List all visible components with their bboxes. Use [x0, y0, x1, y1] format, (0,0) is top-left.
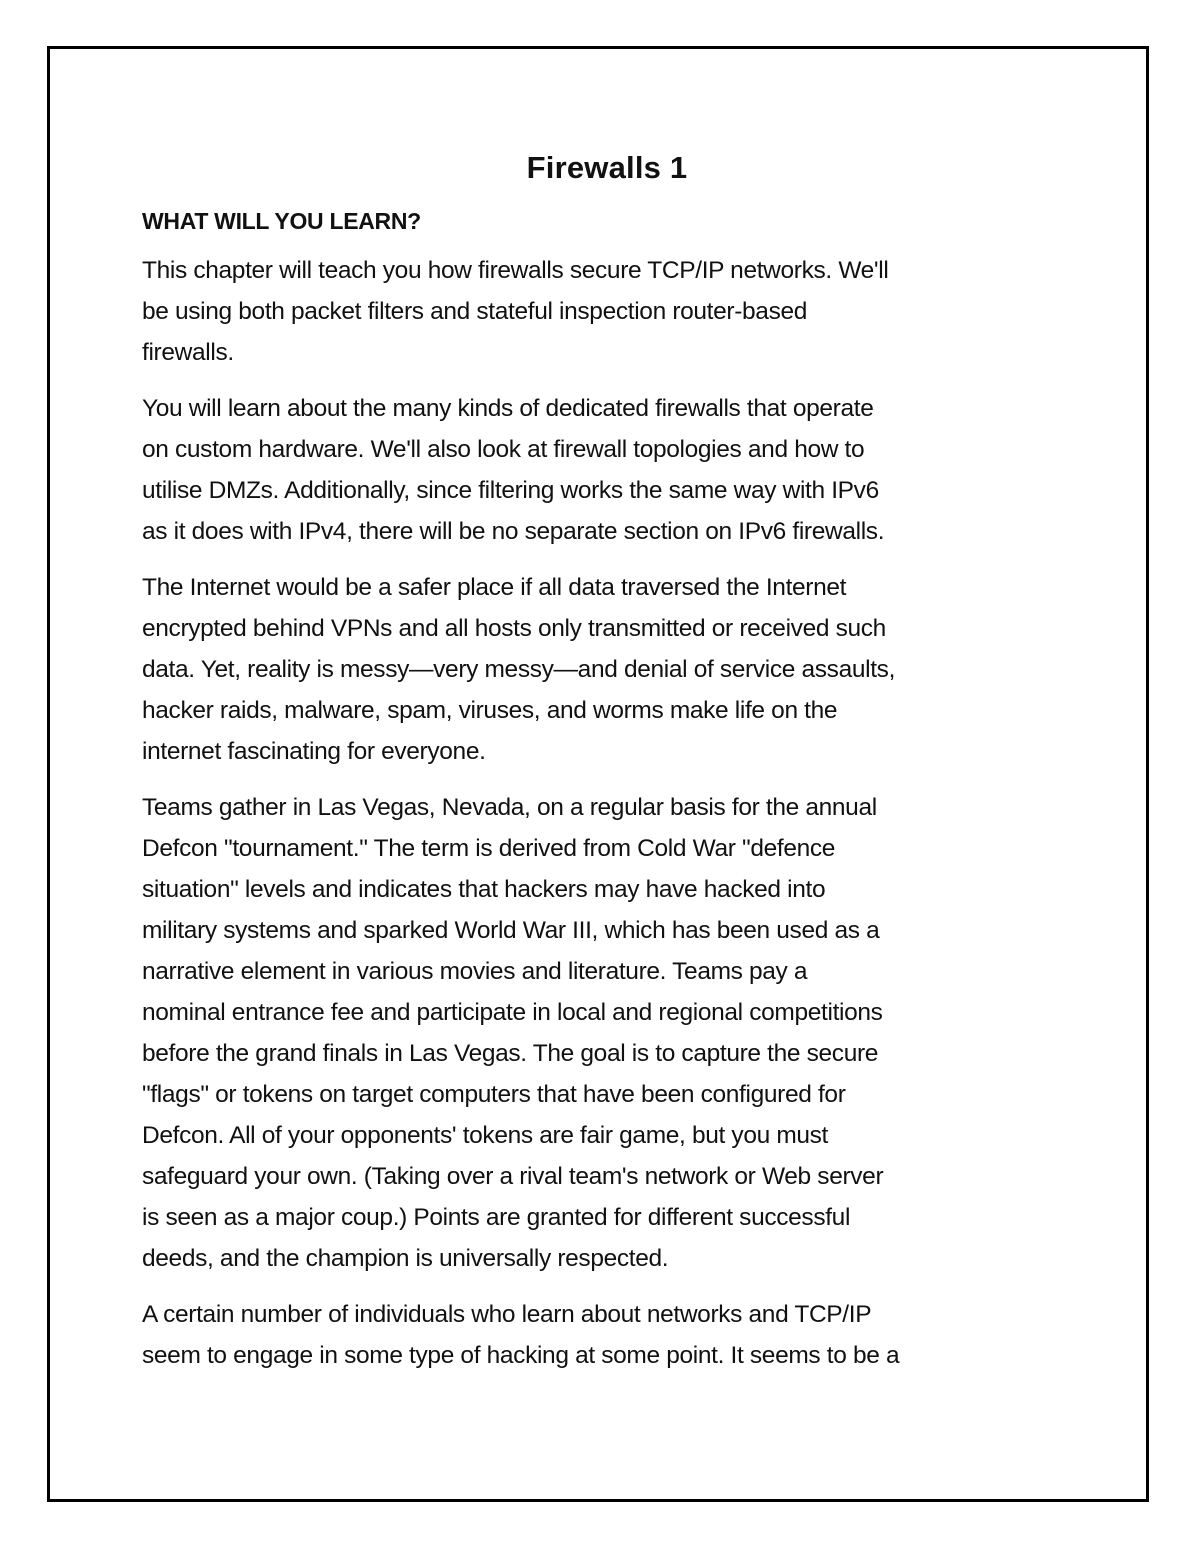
- section-heading: WHAT WILL YOU LEARN?: [142, 208, 421, 234]
- text-line: be using both packet filters and stateful inspection router-based: [142, 298, 808, 325]
- text-line: Teams gather in Las Vegas, Nevada, on a regular basis for the annual: [142, 794, 877, 821]
- text-line: as it does with IPv4, there will be no separate section on IPv6 firewalls.: [142, 518, 885, 545]
- text-line: You will learn about the many kinds of dedicated firewalls that operate: [142, 395, 874, 422]
- text-line: military systems and sparked World War III, which has been used as a: [142, 917, 880, 944]
- paragraph: [142, 388, 1072, 552]
- text-line: is seen as a major coup.) Points are granted for different successful: [142, 1204, 851, 1231]
- text-line: seem to engage in some type of hacking at some point. It seems to be a: [142, 1342, 900, 1369]
- text-line: "flags" or tokens on target computers that have been configured for: [142, 1081, 846, 1108]
- text-line: hacker raids, malware, spam, viruses, and worms make life on the: [142, 697, 838, 724]
- document-body: [142, 146, 1072, 1376]
- text-line: safeguard your own. (Taking over a rival team's network or Web server: [142, 1163, 884, 1190]
- text-line: utilise DMZs. Additionally, since filtering works the same way with IPv6: [142, 477, 879, 504]
- text-line: Defcon "tournament." The term is derived from Cold War "defence: [142, 835, 836, 862]
- paragraph: [142, 1294, 1072, 1376]
- text-line: Defcon. All of your opponents' tokens are fair game, but you must: [142, 1122, 829, 1149]
- paragraph: [142, 250, 1072, 373]
- text-line: nominal entrance fee and participate in local and regional competitions: [142, 999, 883, 1026]
- text-line: encrypted behind VPNs and all hosts only transmitted or received such: [142, 615, 886, 642]
- paragraph: [142, 787, 1072, 1279]
- text-line: on custom hardware. We'll also look at firewall topologies and how to: [142, 436, 865, 463]
- text-line: firewalls.: [142, 339, 234, 366]
- text-line: data. Yet, reality is messy—very messy—and denial of service assaults,: [142, 656, 896, 683]
- paragraph: [142, 567, 1072, 772]
- text-line: before the grand finals in Las Vegas. The goal is to capture the secure: [142, 1040, 879, 1067]
- text-line: internet fascinating for everyone.: [142, 738, 486, 765]
- text-line: deeds, and the champion is universally respected.: [142, 1245, 669, 1272]
- text-line: A certain number of individuals who learn about networks and TCP/IP: [142, 1301, 872, 1328]
- page-title: Firewalls 1: [526, 150, 688, 185]
- text-line: The Internet would be a safer place if all data traversed the Internet: [142, 574, 847, 601]
- text-line: situation" levels and indicates that hackers may have hacked into: [142, 876, 826, 903]
- text-line: This chapter will teach you how firewalls secure TCP/IP networks. We'll: [142, 257, 889, 284]
- text-line: narrative element in various movies and literature. Teams pay a: [142, 958, 808, 985]
